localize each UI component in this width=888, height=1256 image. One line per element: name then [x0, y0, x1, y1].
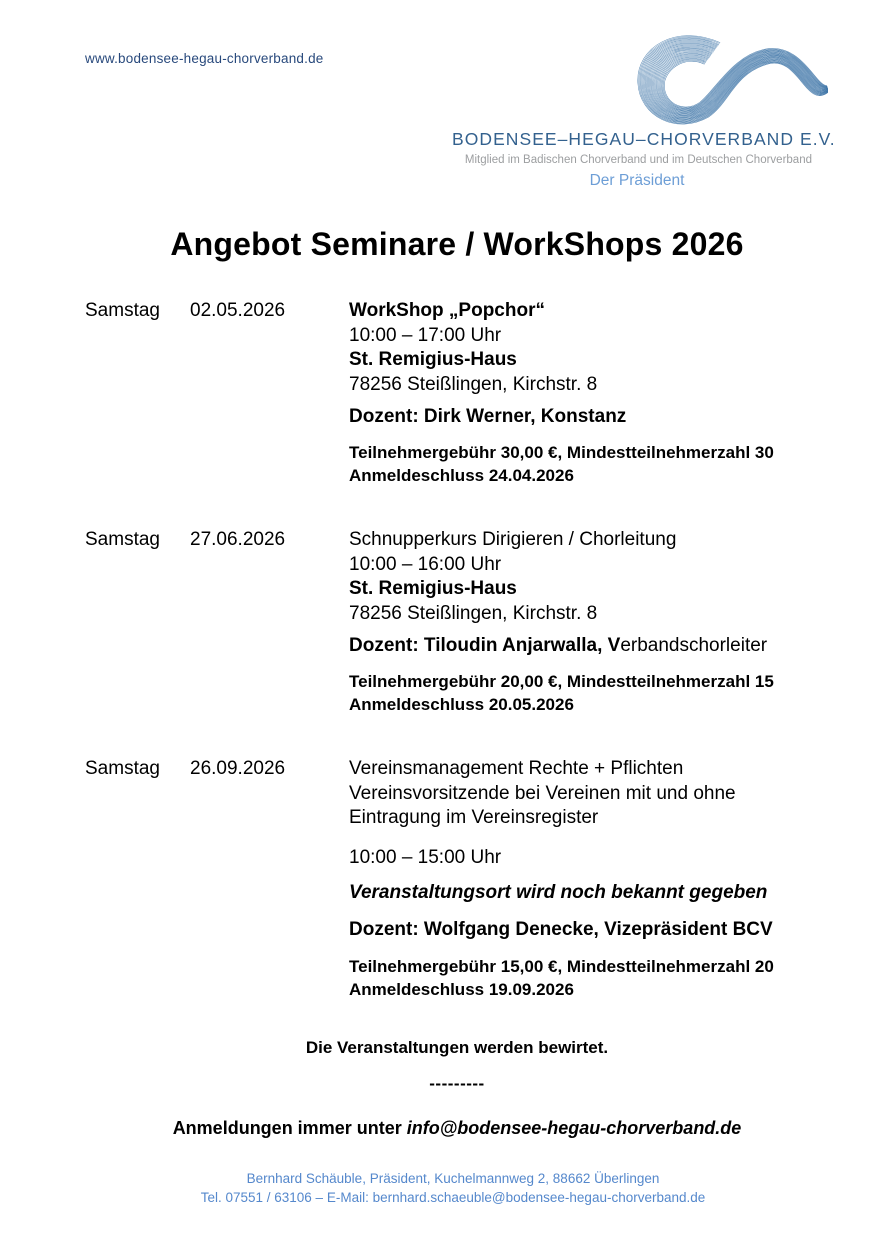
event-title-line3: Eintragung im Vereinsregister: [349, 807, 599, 829]
deadline-line: Anmeldeschluss 20.05.2026: [349, 695, 574, 715]
registration-email: info@bodensee-hegau-chorverband.de: [406, 1118, 742, 1138]
event-row: [85, 757, 829, 1002]
event-title: Schnupperkurs Dirigieren / Chorleitung: [349, 529, 677, 550]
footer-contact: [18, 1170, 888, 1207]
org-membership: Mitglied im Badischen Chorverband und im Deutschen Chorverband: [464, 154, 812, 166]
deadline-line: Anmeldeschluss 19.09.2026: [349, 980, 574, 1000]
fee-line: Teilnehmergebühr 30,00 €, Mindestteilnehmerzahl 30: [349, 442, 774, 462]
fee-deadline-block: [349, 670, 829, 717]
logo-wave-icon: [628, 27, 828, 125]
registration-prefix: Anmeldungen immer unter: [172, 1118, 407, 1138]
event-time: 10:00 – 15:00 Uhr: [349, 846, 502, 868]
deadline-line: Anmeldeschluss 24.04.2026: [349, 466, 574, 486]
org-name: BODENSEE–HEGAU–CHORVERBAND E.V.: [452, 129, 836, 149]
letterhead: [452, 129, 836, 189]
footer-contact-line2: Tel. 07551 / 63106 – E-Mail: bernhard.schaeuble@bodensee-hegau-chorverband.de: [200, 1189, 706, 1205]
sender-role: Der Präsident: [589, 172, 685, 189]
footer-contact-line1: Bernhard Schäuble, Präsident, Kuchelmannweg 2, 88662 Überlingen: [246, 1171, 660, 1186]
event-title-line2: Vereinsvorsitzende bei Vereinen mit und ohne: [349, 782, 736, 804]
event-row: [85, 528, 829, 717]
catering-note: Die Veranstaltungen werden bewirtet.: [305, 1038, 609, 1057]
page-title: Angebot Seminare / WorkShops 2026: [170, 226, 744, 262]
event-day: Samstag: [85, 529, 160, 550]
event-details: [349, 757, 829, 1002]
venue-name: St. Remigius-Haus: [349, 578, 517, 600]
lecturer-line: [349, 634, 829, 659]
event-title: Vereinsmanagement Rechte + Pflichten: [349, 758, 684, 779]
event-title: WorkShop „Popchor“: [349, 300, 545, 321]
event-details: [349, 299, 829, 488]
lecturer-bold-part: Dozent: Tiloudin Anjarwalla, V: [349, 635, 621, 657]
fee-line: Teilnehmergebühr 15,00 €, Mindestteilnehmerzahl 20: [349, 956, 774, 976]
venue-address: 78256 Steißlingen, Kirchstr. 8: [349, 373, 598, 395]
registration-note: [85, 1118, 829, 1139]
event-time: 10:00 – 17:00 Uhr: [349, 324, 502, 346]
lecturer-regular-part: erbandschorleiter: [620, 635, 768, 657]
event-day: Samstag: [85, 300, 160, 321]
venue-note: Veranstaltungsort wird noch bekannt gegeben: [349, 882, 768, 904]
event-time: 10:00 – 16:00 Uhr: [349, 553, 502, 575]
event-date: 02.05.2026: [190, 300, 286, 321]
separator-dashes: ---------: [429, 1074, 485, 1093]
website-url-link[interactable]: www.bodensee-hegau-chorverband.de: [85, 51, 324, 66]
venue-address: 78256 Steißlingen, Kirchstr. 8: [349, 602, 598, 624]
event-row: [85, 299, 829, 488]
lecturer-line: Dozent: Dirk Werner, Konstanz: [349, 406, 627, 428]
event-date: 26.09.2026: [190, 758, 286, 779]
fee-deadline-block: [349, 441, 829, 488]
event-day: Samstag: [85, 758, 160, 779]
lecturer-line: Dozent: Wolfgang Denecke, Vizepräsident BCV: [349, 918, 773, 940]
event-date: 27.06.2026: [190, 529, 286, 550]
fee-deadline-block: [349, 955, 829, 1002]
fee-line: Teilnehmergebühr 20,00 €, Mindestteilnehmerzahl 15: [349, 671, 774, 691]
venue-name: St. Remigius-Haus: [349, 349, 517, 371]
event-details: [349, 528, 829, 717]
